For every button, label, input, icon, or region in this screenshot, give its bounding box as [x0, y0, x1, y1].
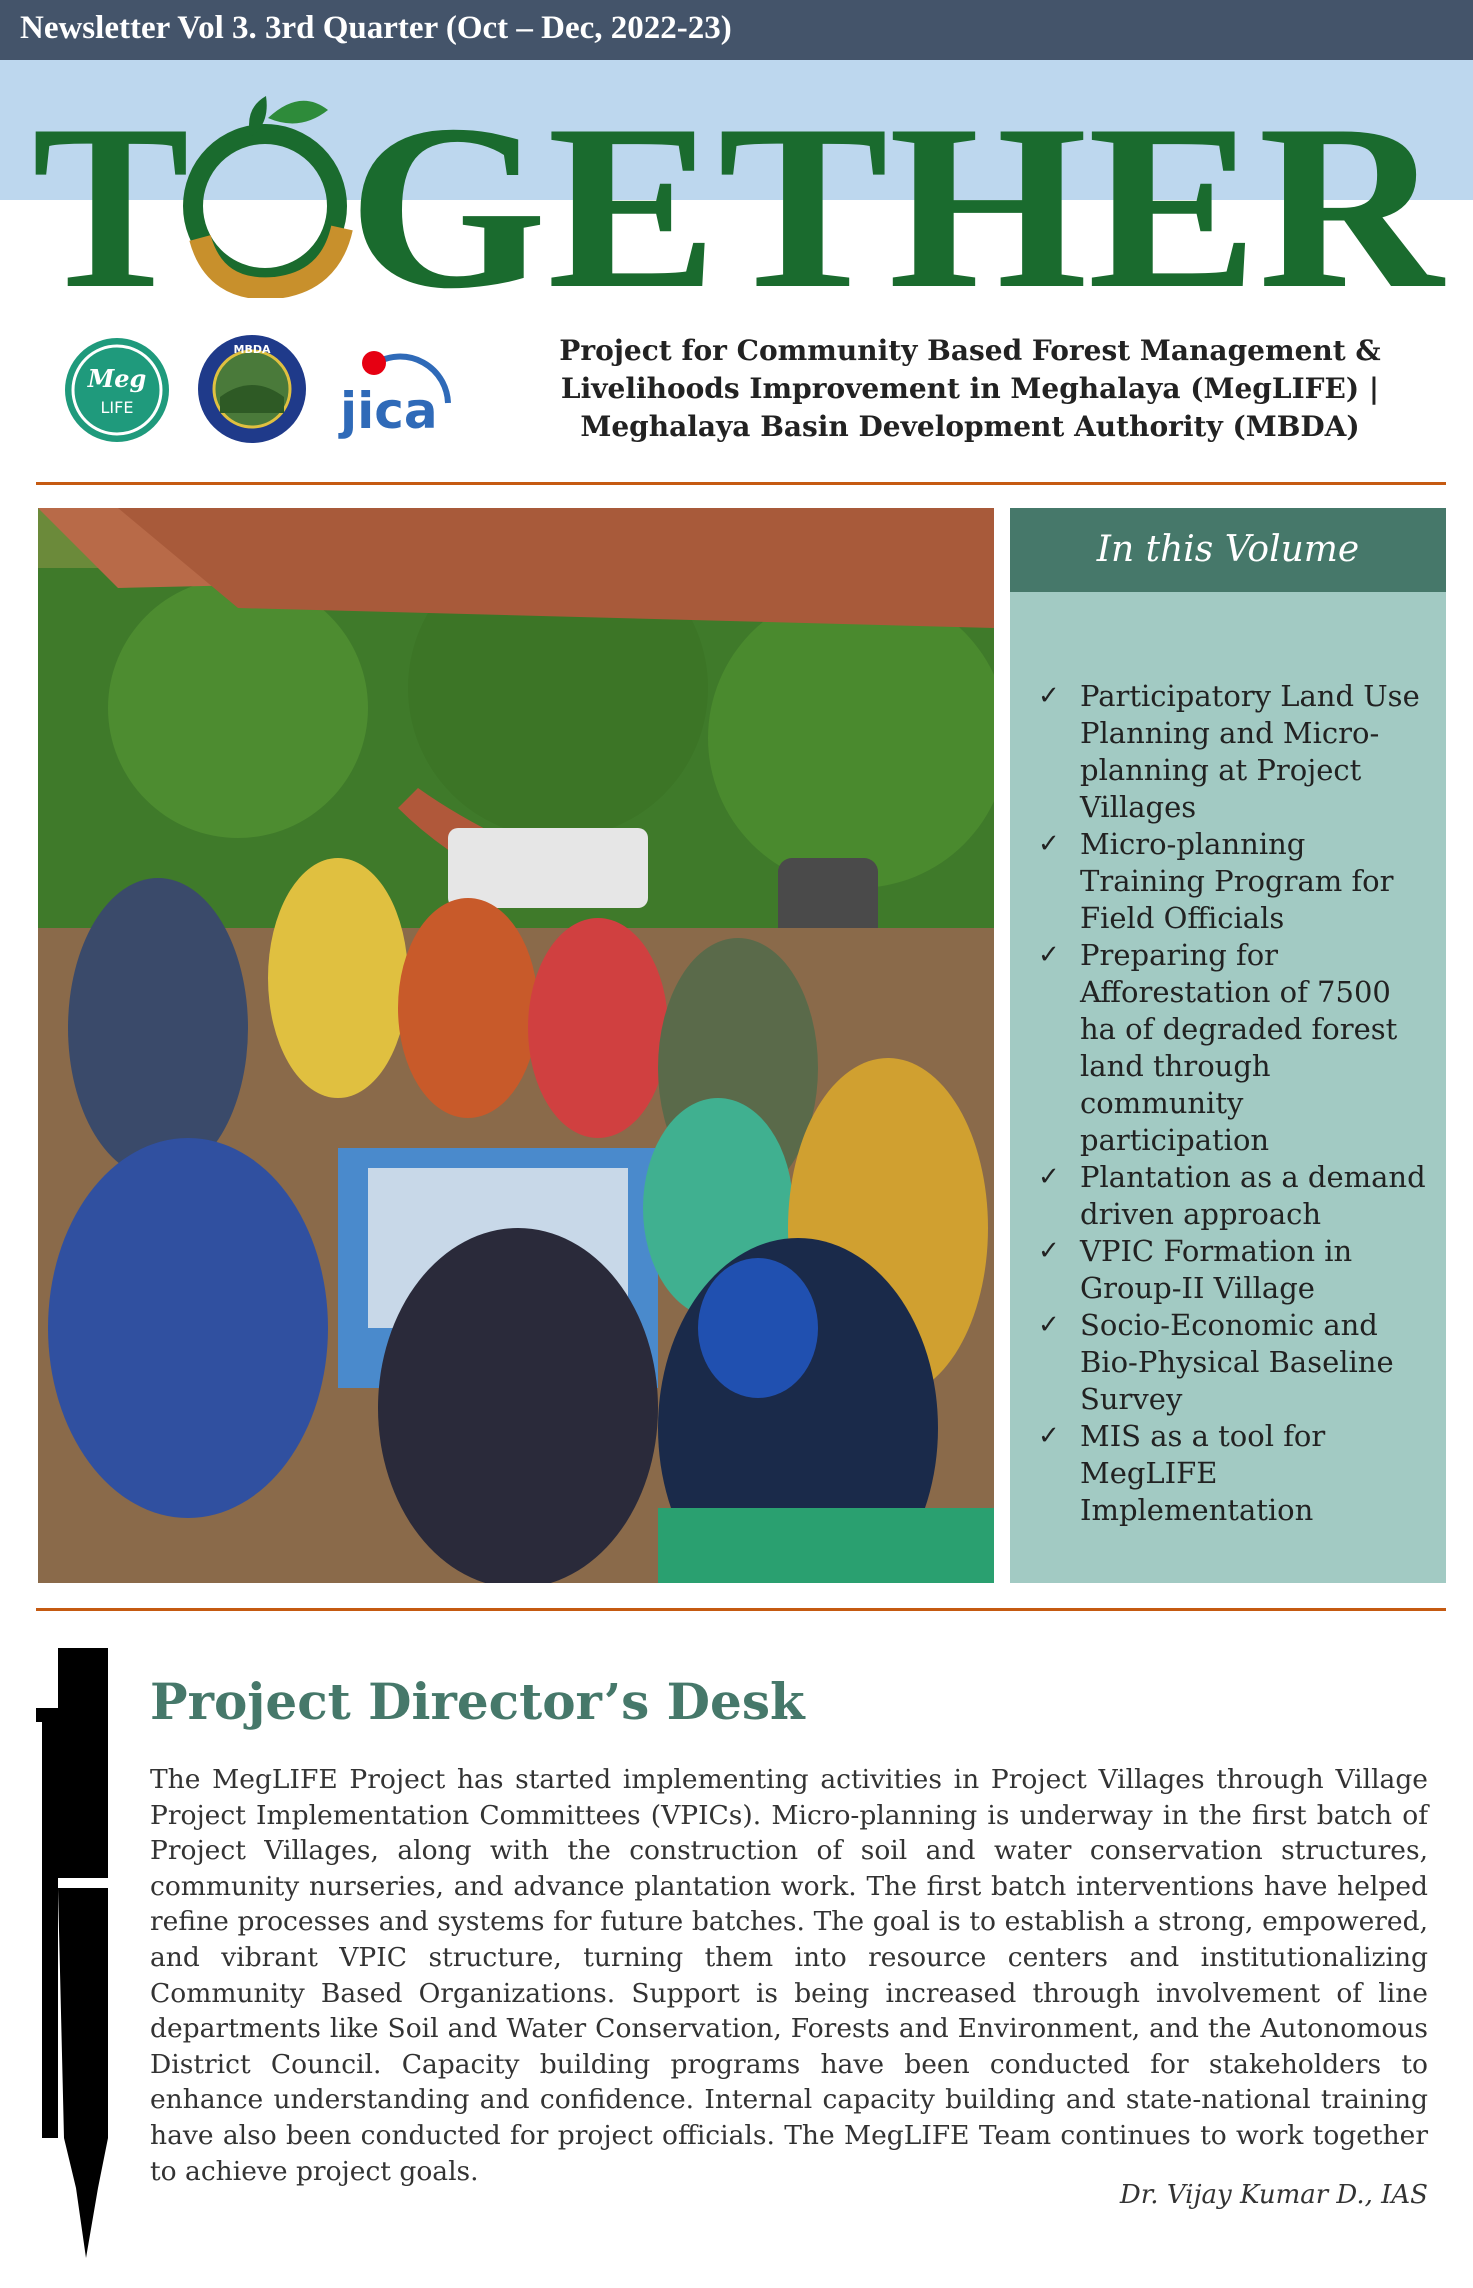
director-signature: Dr. Vijay Kumar D., IAS — [1119, 2180, 1428, 2210]
list-item: ✓ Micro-planning Training Program for Field Officials — [1038, 827, 1394, 935]
in-this-volume-panel — [1010, 508, 1446, 1583]
check-icon: ✓ — [1038, 940, 1060, 970]
apple-logo-icon — [193, 96, 342, 288]
list-item: ✓ Plantation as a demand driven approach — [1038, 1160, 1426, 1231]
masthead-letters: GETHER — [348, 88, 1446, 298]
masthead-title — [30, 88, 1450, 298]
project-directors-desk-body: The MegLIFE Project has started implementing activities in Project Villages through Village Project Implementation Committees (VPICs). Micro-planning is underway in the first batch of Project Villages, along with the construction of soil and water conservation structures, community nurseries, and advance plantation work. The first batch interventions have helped refine processes and systems for future batches. The goal is to establish a strong, empowered, and vibrant VPIC structure, turning them into resource centers and institutionalizing Community Based Organizations. Support is being increased through involvement of line departments like Soil and Water Conservation, Forests and Environment, and the Autonomous District Council. Capacity building programs have been conducted for stakeholders to enhance understanding and confidence. Internal capacity building and state-national training have also been conducted for project officials. The MegLIFE Team continues to work together to achieve project goals. — [150, 1764, 1428, 2187]
list-item: ✓ MIS as a tool for MegLIFE Implementation — [1038, 1419, 1326, 1527]
check-icon: ✓ — [1038, 1162, 1060, 1192]
svg-text:LIFE: LIFE — [100, 398, 134, 417]
jica-logo — [336, 333, 456, 447]
volume-contents-list — [1010, 592, 1446, 1529]
cover-photo — [38, 508, 994, 1583]
check-icon: ✓ — [1038, 1236, 1060, 1266]
list-item: ✓ VPIC Formation in Group-II Village — [1038, 1234, 1353, 1305]
divider-top — [36, 482, 1446, 485]
fountain-pen-icon — [36, 1648, 116, 2258]
masthead-letter-t: T — [32, 88, 190, 298]
svg-text:Meg: Meg — [87, 364, 147, 393]
volume-heading: In this Volume — [1010, 508, 1446, 592]
check-icon: ✓ — [1038, 1310, 1060, 1340]
list-item: ✓ Preparing for Afforestation of 7500 ha of degraded forest land through community participation — [1038, 938, 1398, 1157]
mbda-logo — [196, 333, 308, 449]
svg-text:MBDA: MBDA — [233, 343, 271, 356]
project-directors-desk-title: Project Director’s Desk — [150, 1672, 805, 1731]
project-subtitle: Project for Community Based Forest Management & Livelihoods Improvement in Meghalaya (MegLIFE) | Meghalaya Basin Development Authority (MBDA) — [559, 334, 1381, 443]
check-icon: ✓ — [1038, 829, 1060, 859]
divider-bottom — [36, 1608, 1446, 1611]
list-item: ✓ Socio-Economic and Bio-Physical Baseline Survey — [1038, 1308, 1394, 1416]
meglife-logo — [62, 335, 172, 449]
newsletter-header-bar — [0, 0, 1473, 60]
check-icon: ✓ — [1038, 1421, 1060, 1451]
newsletter-issue-text: Newsletter Vol 3. 3rd Quarter (Oct – Dec, 2022-23) — [20, 10, 732, 46]
svg-text:jica: jica — [340, 382, 438, 440]
list-item: ✓ Participatory Land Use Planning and Micro-planning at Project Villages — [1038, 679, 1420, 824]
check-icon: ✓ — [1038, 681, 1060, 711]
